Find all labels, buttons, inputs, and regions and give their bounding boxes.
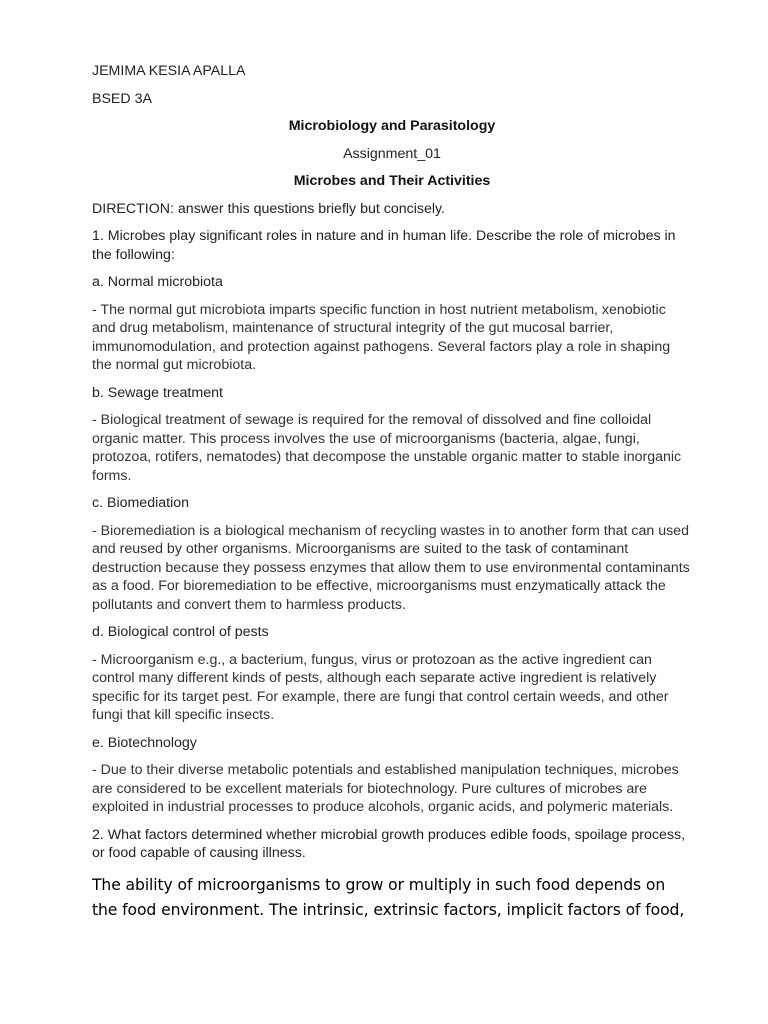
item-label-normal-microbiota: a. Normal microbiota: [92, 274, 223, 290]
item-label-biotechnology: e. Biotechnology: [92, 734, 197, 751]
question-2: 2. What factors determined whether microbial growth produces edible foods, spoilage process, or food capable of causing illness.: [92, 826, 686, 861]
assignment-label: Assignment_01: [343, 145, 441, 162]
student-section: BSED 3A: [92, 90, 152, 107]
item-label-sewage-treatment: b. Sewage treatment: [92, 384, 223, 401]
item-label-biological-control: d. Biological control of pests: [92, 624, 269, 640]
answer-biological-control: - Microorganism e.g., a bacterium, fungus, virus or protozoan as the active ingredient can control many different kinds of pests, although each separate active ingredient is relatively specific for its target pest. For example, there are fungi that control certain weeds, and other fungi that kill specific insects.: [92, 651, 669, 723]
answer-biotechnology: - Due to their diverse metabolic potentials and established manipulation techniques, microbes are considered to be excellent materials for biotechnology. Pure cultures of microbes are exploited in industrial processes to produce alcohols, organic acids, and polymeric materials.: [92, 762, 679, 815]
answer-question-2: The ability of microorganisms to grow or multiply in such food depends on the food environment. The intrinsic, extrinsic factors, implicit factors of food,: [92, 875, 685, 919]
answer-normal-microbiota: - The normal gut microbiota imparts specific function in host nutrient metabolism, xenobiotic and drug metabolism, maintenance of structural integrity of the gut mucosal barrier, immunomodulation, and protection against pathogens. Several factors play a role in shaping the normal gut microbiota.: [92, 301, 671, 373]
direction-text: DIRECTION: answer this questions briefly but concisely.: [92, 200, 445, 217]
student-name: JEMIMA KESIA APALLA: [92, 63, 246, 79]
answer-biomediation: - Bioremediation is a biological mechanism of recycling wastes in to another form that can used and reused by other organisms. Microorganisms are suited to the task of contaminant destruction because they possess enzymes that allow them to use environmental contaminants as a food. For bioremediation to be effective, microorganisms must enzymatically attack the pollutants and convert them to harmless products.: [92, 522, 690, 613]
document-page: [92, 62, 692, 938]
topic-title: Microbes and Their Activities: [293, 173, 491, 189]
item-label-biomediation: c. Biomediation: [92, 495, 189, 511]
subject-title: Microbiology and Parasitology: [288, 118, 496, 134]
answer-sewage-treatment: - Biological treatment of sewage is required for the removal of dissolved and fine colloidal organic matter. This process involves the use of microorganisms (bacteria, algae, fungi, protozoa, rotifers, nematodes) that decompose the unstable organic matter to stable inorganic forms.: [92, 412, 682, 484]
question-1: 1. Microbes play significant roles in nature and in human life. Describe the role of microbes in the following:: [92, 228, 676, 263]
